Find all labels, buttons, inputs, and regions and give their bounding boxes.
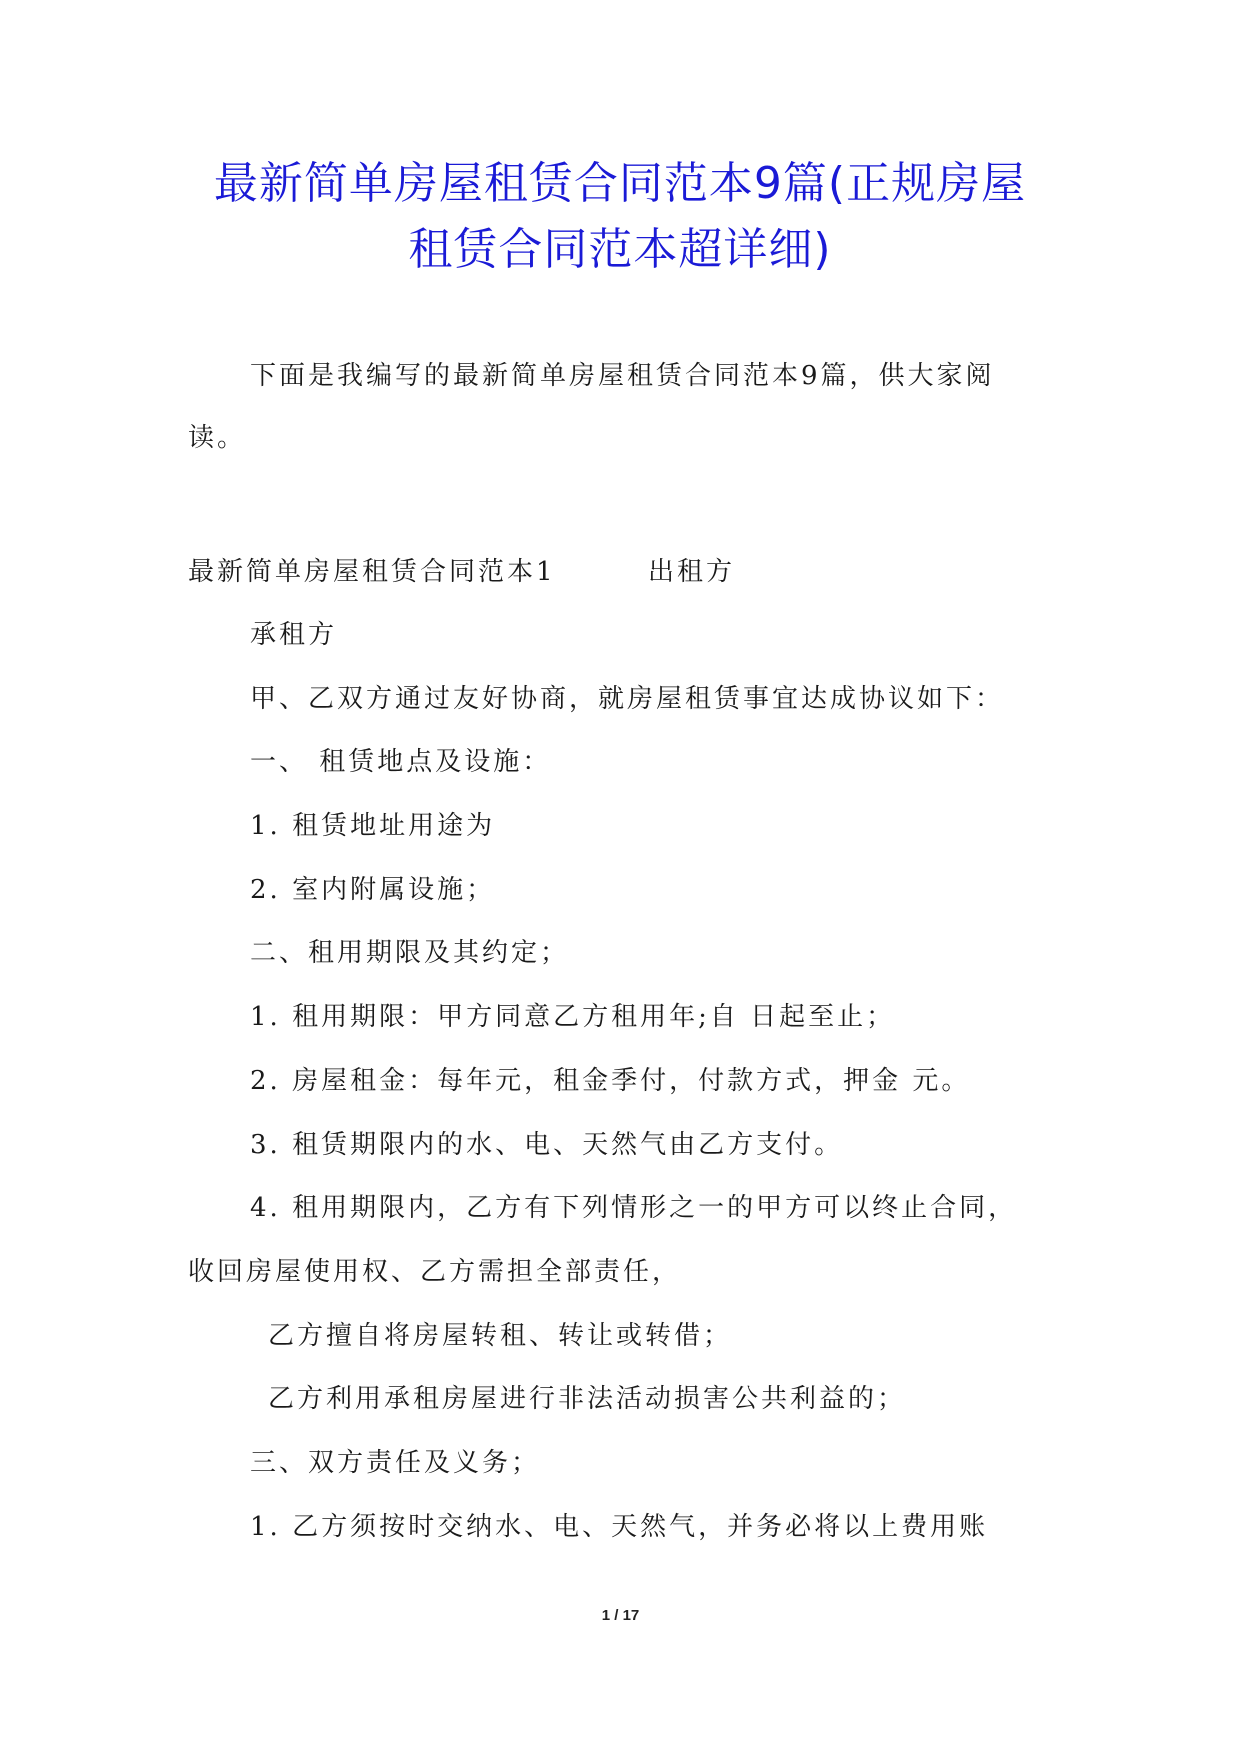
- intro-line-2: 读。: [188, 423, 247, 453]
- paragraph: 2. 室内附属设施；: [250, 875, 496, 905]
- paragraph: 甲、乙双方通过友好协商，就房屋租赁事宜达成协议如下：: [250, 684, 1005, 714]
- paragraph-line-1: 4. 租用期限内，乙方有下列情形之一的甲方可以终止合同，: [250, 1193, 1018, 1223]
- intro-line-1: 下面是我编写的最新简单房屋租赁合同范本9篇，供大家阅: [250, 361, 995, 391]
- document-title-line-2: 租赁合同范本超详细): [408, 224, 832, 275]
- clause-heading: 三、双方责任及义务；: [250, 1448, 541, 1478]
- paragraph: 2. 房屋租金：每年元，租金季付，付款方式，押金 元。: [250, 1066, 971, 1096]
- paragraph: 1. 租赁地址用途为: [250, 811, 496, 841]
- clause-heading: 二、租用期限及其约定；: [250, 938, 570, 968]
- paragraph: 乙方擅自将房屋转租、转让或转借；: [268, 1321, 733, 1351]
- paragraph-line-2: 收回房屋使用权、乙方需担全部责任，: [188, 1257, 682, 1287]
- paragraph: 1. 租用期限：甲方同意乙方租用年;自 日起至止；: [250, 1002, 896, 1032]
- paragraph: 乙方利用承租房屋进行非法活动损害公共利益的；: [268, 1384, 907, 1414]
- clause-heading: 一、 租赁地点及设施：: [250, 747, 552, 777]
- paragraph: 3. 租赁期限内的水、电、天然气由乙方支付。: [250, 1130, 844, 1160]
- page-indicator: 1 / 17: [601, 1607, 640, 1624]
- document-title-line-1: 最新简单房屋租赁合同范本9篇(正规房屋: [213, 158, 1027, 209]
- section-heading: 最新简单房屋租赁合同范本1: [188, 557, 556, 587]
- lessee-label: 承租方: [250, 620, 338, 650]
- paragraph: 1. 乙方须按时交纳水、电、天然气，并务必将以上费用账: [250, 1512, 989, 1542]
- lessor-label: 出租方: [648, 557, 736, 587]
